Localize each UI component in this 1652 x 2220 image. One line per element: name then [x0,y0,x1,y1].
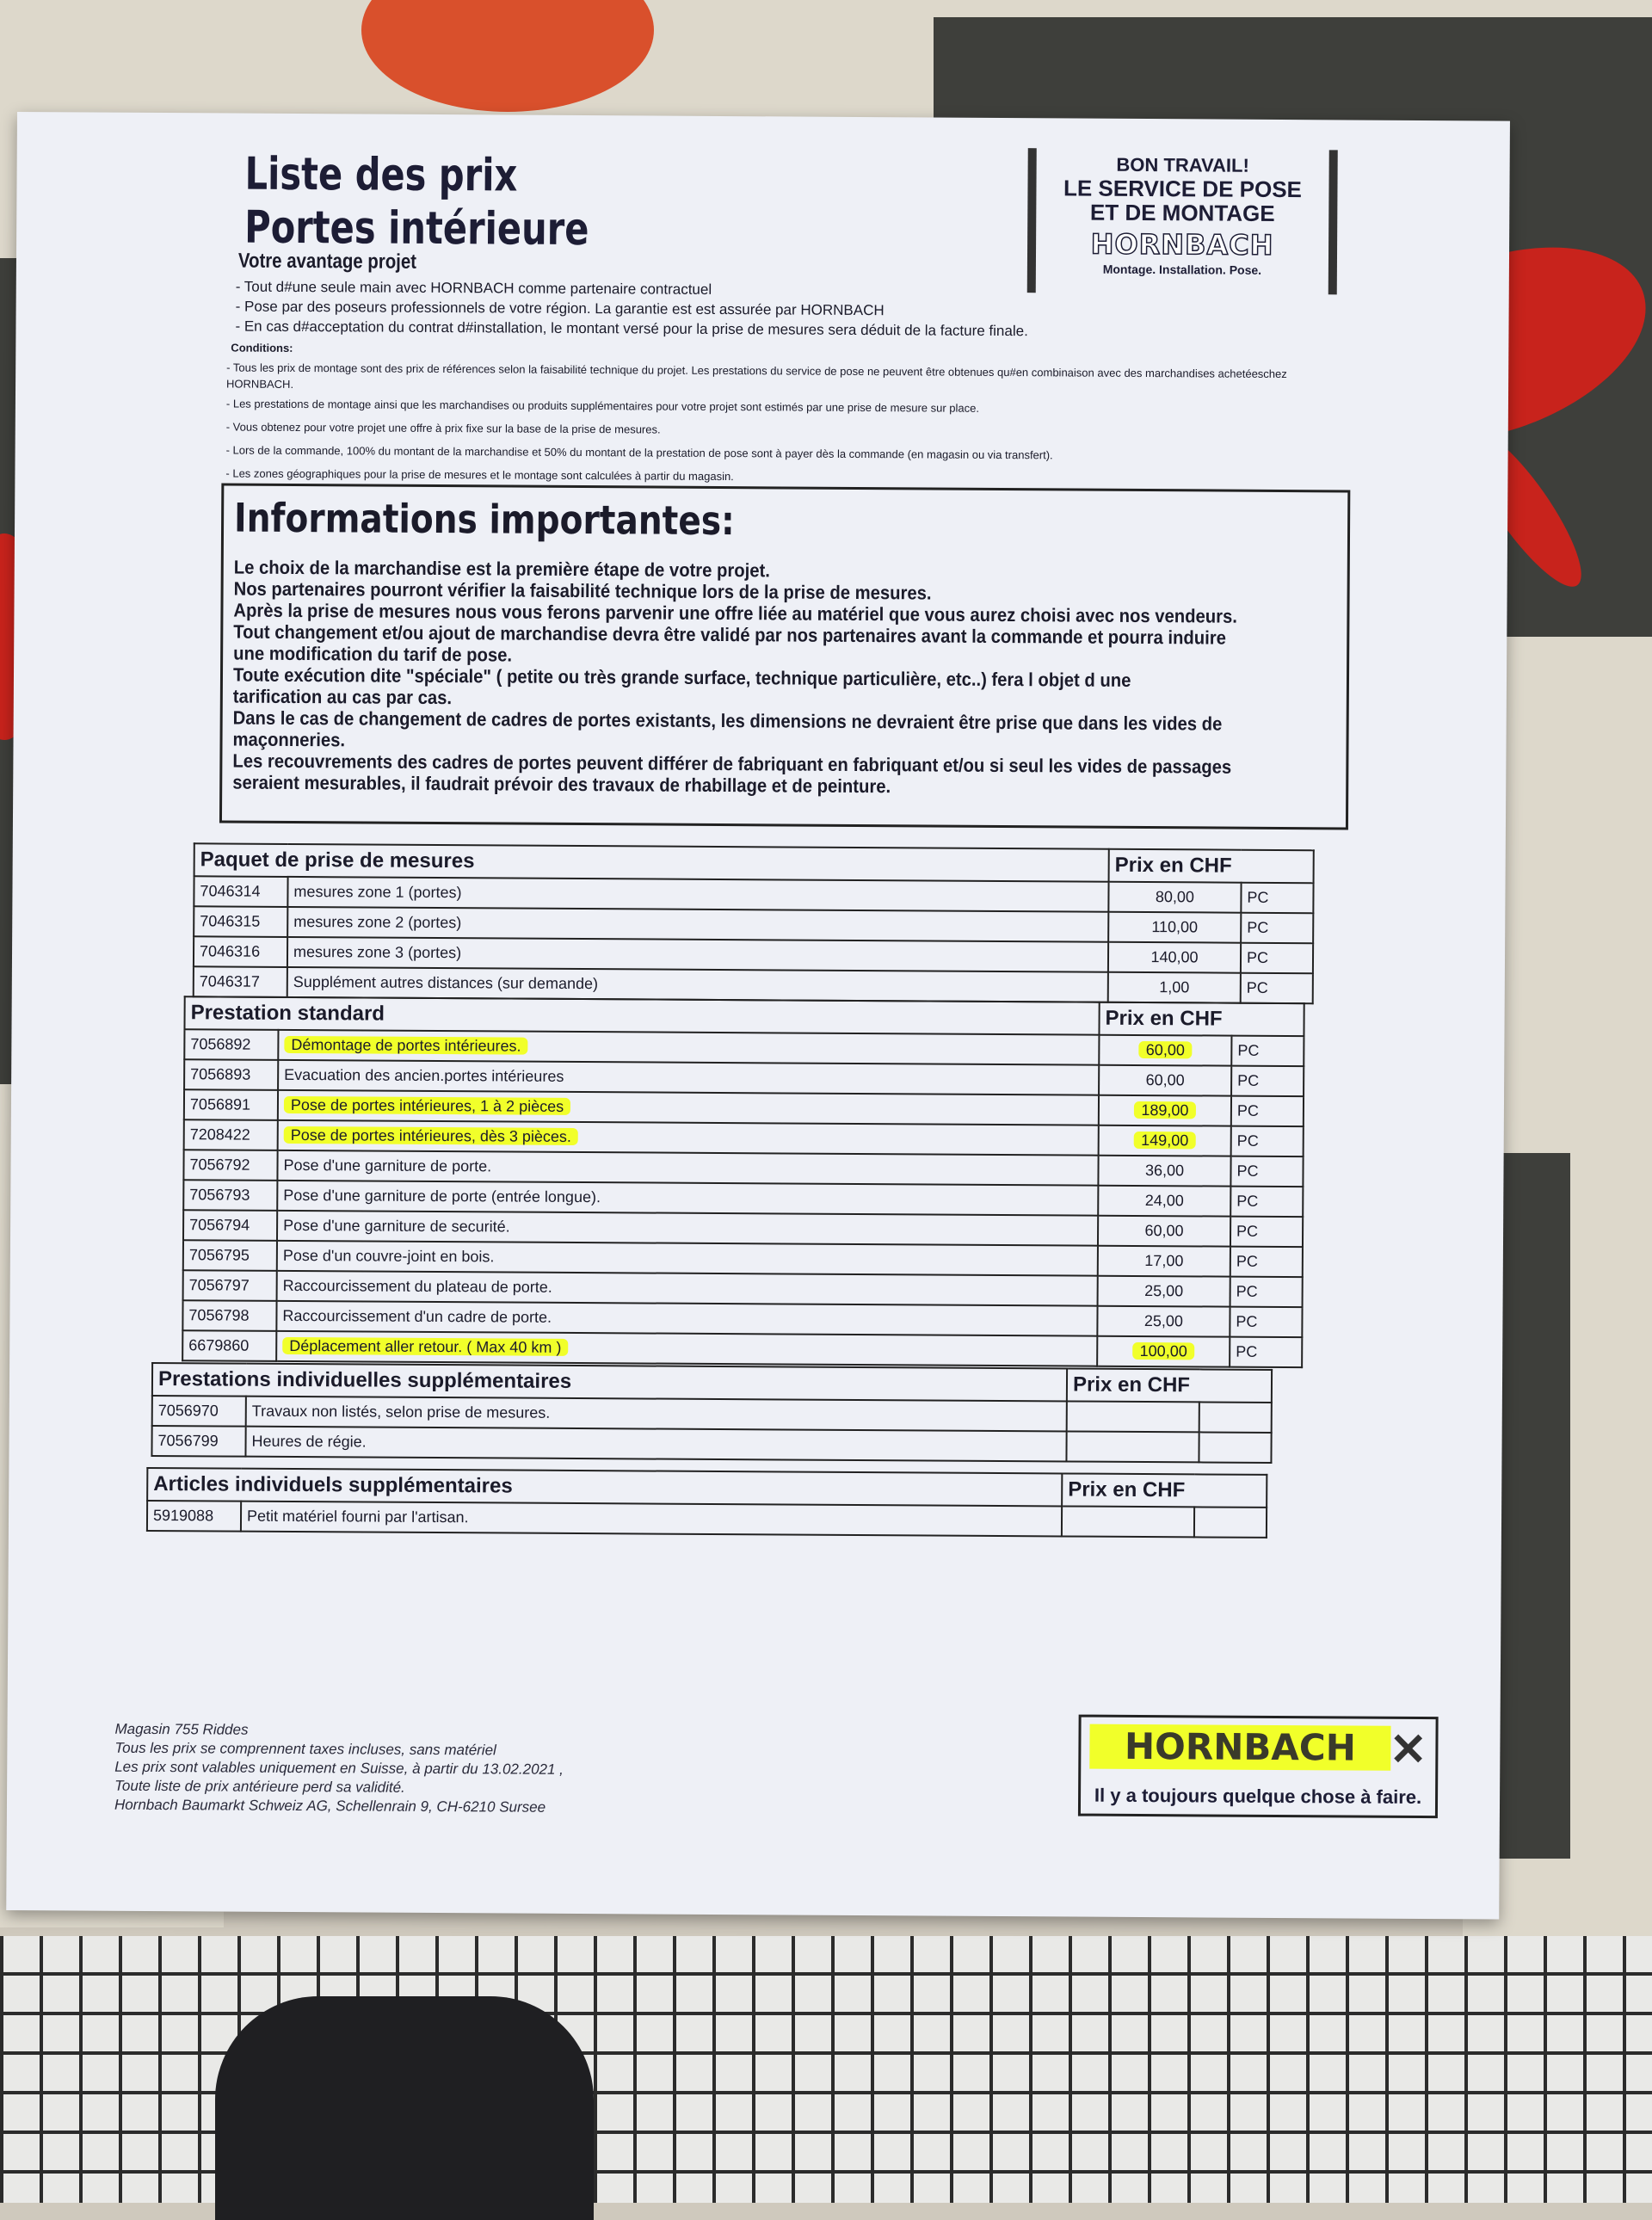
cell-unit [1241,973,1313,1004]
cell-price [1099,1035,1231,1066]
stamp-line-1: BON TRAVAIL! [1116,153,1249,176]
cell-unit-text: PC [1247,888,1269,906]
cell-unit-text: PC [1246,948,1269,966]
cell-code-text: 7056794 [189,1216,250,1234]
cell-code [182,1330,276,1361]
cell-unit [1231,1036,1304,1067]
cell-code [194,936,287,967]
hornbach-logo [1078,1715,1439,1819]
cell-code [183,1150,277,1181]
cell-desc-text: Supplément autres distances (sur demande) [293,972,599,993]
cell-unit-text: PC [1247,918,1269,936]
cell-desc [277,1150,1098,1186]
cell-desc-text: Travaux non listés, selon prise de mesures. [251,1402,551,1421]
condition-item: - Lors de la commande, 100% du montant de la marchandise et 50% du montant de la prestation de pose sont à payer dès la commande (en magasin ou via transfert). [225,443,1053,462]
table-row [151,1426,1271,1463]
cell-price [1097,1336,1230,1367]
logo-slogan: Il y a toujours quelque chose à faire. [1094,1784,1422,1809]
cell-price-text: 189,00 [1134,1101,1195,1119]
cell-unit [1230,1277,1303,1308]
cell-code [151,1426,245,1457]
important-info-box [219,483,1350,829]
bullet-item: - En cas d#acceptation du contrat d#installation, le montant versé pour la prise de mesures sera déduit de la facture finale. [235,318,1028,340]
cell-desc [278,1120,1099,1156]
document-title [244,148,589,256]
cell-unit-text: PC [1236,1222,1259,1240]
cell-desc-text: Déplacement aller retour. ( Max 40 km ) [282,1337,568,1356]
cell-price [1108,882,1241,913]
cell-price-text: 17,00 [1144,1252,1184,1270]
table-row [147,1501,1267,1538]
cell-price [1108,912,1241,943]
section-title: Prestation standard [184,996,1099,1034]
table-row [182,1330,1302,1367]
cell-price-text: 60,00 [1144,1222,1184,1240]
stamp-tagline: Montage. Installation. Pose. [1102,262,1262,277]
cell-price [1099,1065,1231,1096]
cell-unit-text: PC [1236,1252,1258,1270]
cell-price [1097,1306,1230,1337]
cell-price [1098,1156,1230,1187]
cell-unit [1194,1507,1267,1538]
cell-code [183,1270,277,1301]
info-lines [232,557,1337,800]
info-line: Tout changement et/ou ajout de marchandise devra être validé par nos partenaires avant la commande et pourra induire [233,620,1226,649]
cell-code-text: 7056793 [189,1186,250,1204]
condition-item: - Les prestations de montage ainsi que les marchandises ou produits supplémentaires pour votre projet sont estimés par une prise de mesure sur place. [225,397,980,415]
cell-desc-text: Heures de régie. [251,1432,367,1451]
cell-desc [278,1030,1099,1065]
cell-desc-text: Pose de portes intérieures, dès 3 pièces. [284,1126,578,1145]
person-foot-shadow [215,1996,594,2220]
cell-price [1099,1125,1231,1156]
table-prestations-individuelles [151,1362,1273,1464]
conditions-label: Conditions: [231,341,293,355]
info-line: Après la prise de mesures nous vous ferons parvenir une offre liée au matériel que vous aurez choisi avec nos vendeurs. [233,599,1237,627]
price-header: Prix en CHF [1099,1002,1304,1036]
cell-desc [278,1060,1099,1095]
cell-price-text: 1,00 [1159,978,1190,996]
cell-price-text: 25,00 [1144,1282,1184,1300]
cell-unit [1241,913,1313,944]
cell-unit [1231,1066,1304,1097]
footer-line: Les prix sont valables uniquement en Suisse, à partir du 13.02.2021 , [114,1758,564,1778]
cell-unit [1241,883,1313,914]
cell-price-text: 36,00 [1144,1162,1185,1180]
cell-code-text: 7056798 [188,1306,250,1324]
cell-unit [1230,1337,1302,1368]
cell-code-text: 7056970 [157,1402,219,1420]
bullet-item: - Pose par des poseurs professionnels de votre région. La garantie est est assurée par HORNBACH [235,298,885,319]
cell-desc [245,1427,1066,1462]
cell-desc [287,907,1108,942]
cell-desc [277,1181,1098,1216]
cell-code [152,1396,246,1427]
cell-unit [1230,1156,1303,1187]
cell-code-text: 7046317 [199,972,260,990]
table-articles-individuels [146,1467,1267,1539]
bullet-item: - Tout d#une seule main avec HORNBACH comme partenaire contractuel [235,278,712,298]
cell-price-text: 80,00 [1155,888,1195,906]
cell-desc [277,1271,1098,1306]
cell-price [1062,1506,1194,1537]
footer-line: Toute liste de prix antérieure perd sa validité. [114,1777,405,1796]
cell-unit [1231,1126,1304,1157]
cell-price [1067,1401,1199,1432]
cell-code-text: 7056891 [189,1095,251,1113]
cell-code [194,906,287,937]
cell-unit [1230,1217,1303,1248]
cell-code [194,966,287,997]
cell-unit-text: PC [1236,1192,1259,1210]
cell-desc [277,1241,1098,1276]
cell-price [1099,1095,1231,1126]
cell-unit-text: PC [1236,1342,1258,1360]
cell-desc [278,1090,1099,1125]
cell-code-text: 7056892 [190,1035,251,1053]
conditions-list [225,355,1310,491]
cell-desc [277,1211,1098,1246]
condition-item: - Tous les prix de montage sont des prix de références selon la faisabilité technique du projet. Les prestations du service de pose ne peuvent être obtenues qu#en combinaison avec des marchandises achetéeschez HORNBACH. [226,361,1287,391]
footer-notes [114,1720,564,1817]
section-title: Articles individuels supplémentaires [147,1468,1062,1506]
cell-unit [1230,1307,1302,1338]
cell-code-text: 7056893 [190,1065,251,1083]
price-header: Prix en CHF [1067,1368,1272,1402]
cell-desc-text: mesures zone 1 (portes) [293,882,462,902]
cell-code-text: 7056795 [188,1246,250,1264]
subtitle: Votre avantage projet [237,249,417,274]
cell-unit-text: PC [1246,978,1268,996]
cell-desc-text: mesures zone 2 (portes) [293,912,462,932]
cell-code [194,876,287,907]
condition-item: - Vous obtenez pour votre projet une offre à prix fixe sur la base de la prise de mesures. [225,420,661,436]
cell-code-text: 7046316 [199,942,261,960]
cell-unit-text: PC [1237,1071,1260,1089]
cell-desc-text: Pose de portes intérieures, 1 à 2 pièces [284,1096,570,1115]
cell-price [1098,1246,1230,1277]
title-line-1: Liste des prix [244,148,518,202]
stamp-line-3: ET DE MONTAGE [1089,199,1275,226]
cell-price [1098,1276,1230,1307]
info-title: Informations importantes: [233,494,735,545]
service-stamp [1027,148,1338,294]
table-prestation-standard [182,996,1305,1368]
stamp-brand-logo: HORNBACH [1090,227,1274,262]
title-line-2: Portes intérieure [243,201,589,256]
info-line: une modification du tarif de pose. [233,642,513,666]
info-line: Le choix de la marchandise est la première étape de votre projet. [233,556,771,582]
cell-price-text: 60,00 [1139,1041,1192,1058]
cell-code-text: 7208422 [189,1125,250,1144]
cell-desc-text: Raccourcissement du plateau de porte. [282,1276,552,1296]
cell-code [183,1180,277,1211]
cell-unit [1199,1402,1272,1433]
cell-code-text: 7056792 [189,1156,250,1174]
cell-code [183,1240,277,1271]
info-line: Toute exécution dite "spéciale" ( petite ou très grande surface, technique particulière, etc..) fera l objet d une [232,663,1131,691]
cell-desc [276,1331,1097,1366]
cell-unit [1199,1432,1271,1463]
cell-price-text: 25,00 [1143,1312,1184,1330]
cell-code-text: 6679860 [188,1336,250,1354]
section-title: Prestations individuelles supplémentaires [152,1363,1067,1401]
cell-desc [287,877,1108,912]
cell-unit [1230,1187,1303,1218]
cell-code [184,1029,278,1060]
info-line: Nos partenaires pourront vérifier la faisabilité technique lors de la prise de mesures. [233,577,932,604]
cell-unit-text: PC [1237,1041,1260,1059]
cell-price [1108,942,1241,973]
cell-desc-text: Pose d'une garniture de porte (entrée longue). [283,1186,601,1206]
footer-line: Tous les prix se comprennent taxes incluses, sans matériel [114,1739,496,1759]
cell-code [184,1089,278,1120]
cell-price [1108,972,1241,1003]
cell-code-text: 7046315 [200,912,261,930]
cell-code [183,1210,277,1241]
price-header: Prix en CHF [1109,849,1314,883]
cell-code-text: 7056797 [188,1276,250,1294]
cell-price [1098,1186,1230,1217]
cell-desc-text: Evacuation des ancien.portes intérieures [284,1065,564,1085]
table-mesures [193,842,1315,1004]
cell-desc-text: Petit matériel fourni par l'artisan. [246,1507,469,1526]
cell-price [1098,1216,1230,1247]
cell-code-text: 5919088 [152,1506,214,1525]
cell-desc [246,1397,1067,1432]
cell-price-text: 24,00 [1144,1192,1184,1210]
cell-unit [1230,1247,1303,1278]
info-line: Dans le cas de changement de cadres de portes existants, les dimensions ne devraient être prise que dans les vides de [232,706,1223,735]
condition-item: - Les zones géographiques pour la prise de mesures et le montage sont calculées à partir du magasin. [225,466,734,484]
logo-wordmark: HORNBACH [1089,1724,1390,1771]
cell-desc [276,1301,1097,1336]
cell-code-text: 7046314 [200,882,261,900]
info-line: tarification au cas par cas. [232,685,453,709]
cell-price-text: 100,00 [1133,1342,1194,1360]
cell-code [182,1300,276,1331]
cell-price [1066,1431,1199,1462]
footer-line: Magasin 755 Riddes [114,1720,249,1738]
section-title: Paquet de prise de mesures [194,843,1109,881]
info-line: seraient mesurables, il faudrait prévoir des travaux de rhabillage et de peinture. [232,771,891,798]
cell-unit-text: PC [1236,1162,1259,1180]
price-header: Prix en CHF [1062,1473,1267,1507]
info-line: maçonneries. [232,728,346,751]
info-line: Les recouvrements des cadres de portes peuvent différer de fabriquant en fabriquant et/ou si seul les vides de passages [232,749,1232,778]
cell-unit [1241,943,1313,974]
cell-unit-text: PC [1236,1312,1258,1330]
cell-unit-text: PC [1236,1101,1260,1119]
footer-line: Hornbach Baumarkt Schweiz AG, Schellenrain 9, CH-6210 Sursee [114,1796,546,1816]
logo-x-mark-icon: ✕ [1389,1724,1427,1776]
cell-unit-text: PC [1236,1132,1259,1150]
cell-price-text: 110,00 [1151,918,1199,936]
cell-desc-text: Pose d'une garniture de securité. [283,1216,510,1236]
cell-desc-text: Raccourcissement d'un cadre de porte. [282,1306,552,1326]
cell-desc-text: Pose d'un couvre-joint en bois. [282,1246,495,1266]
cell-desc [287,937,1108,972]
cell-price-text: 60,00 [1145,1071,1185,1089]
cell-code [184,1059,278,1090]
cell-unit-text: PC [1236,1282,1258,1300]
cell-code [184,1119,278,1150]
price-list-document [6,112,1510,1920]
cell-code-text: 7056799 [157,1432,219,1450]
stamp-line-2: LE SERVICE DE POSE [1063,175,1303,203]
cell-price-text: 149,00 [1134,1132,1195,1149]
cell-desc-text: Pose d'une garniture de porte. [283,1156,492,1175]
cell-desc-text: Démontage de portes intérieures. [284,1036,527,1055]
cell-desc [241,1502,1062,1537]
cell-code [147,1501,241,1532]
cell-desc-text: mesures zone 3 (portes) [293,942,462,962]
cell-price-text: 140,00 [1150,948,1199,966]
cell-unit [1231,1096,1304,1127]
